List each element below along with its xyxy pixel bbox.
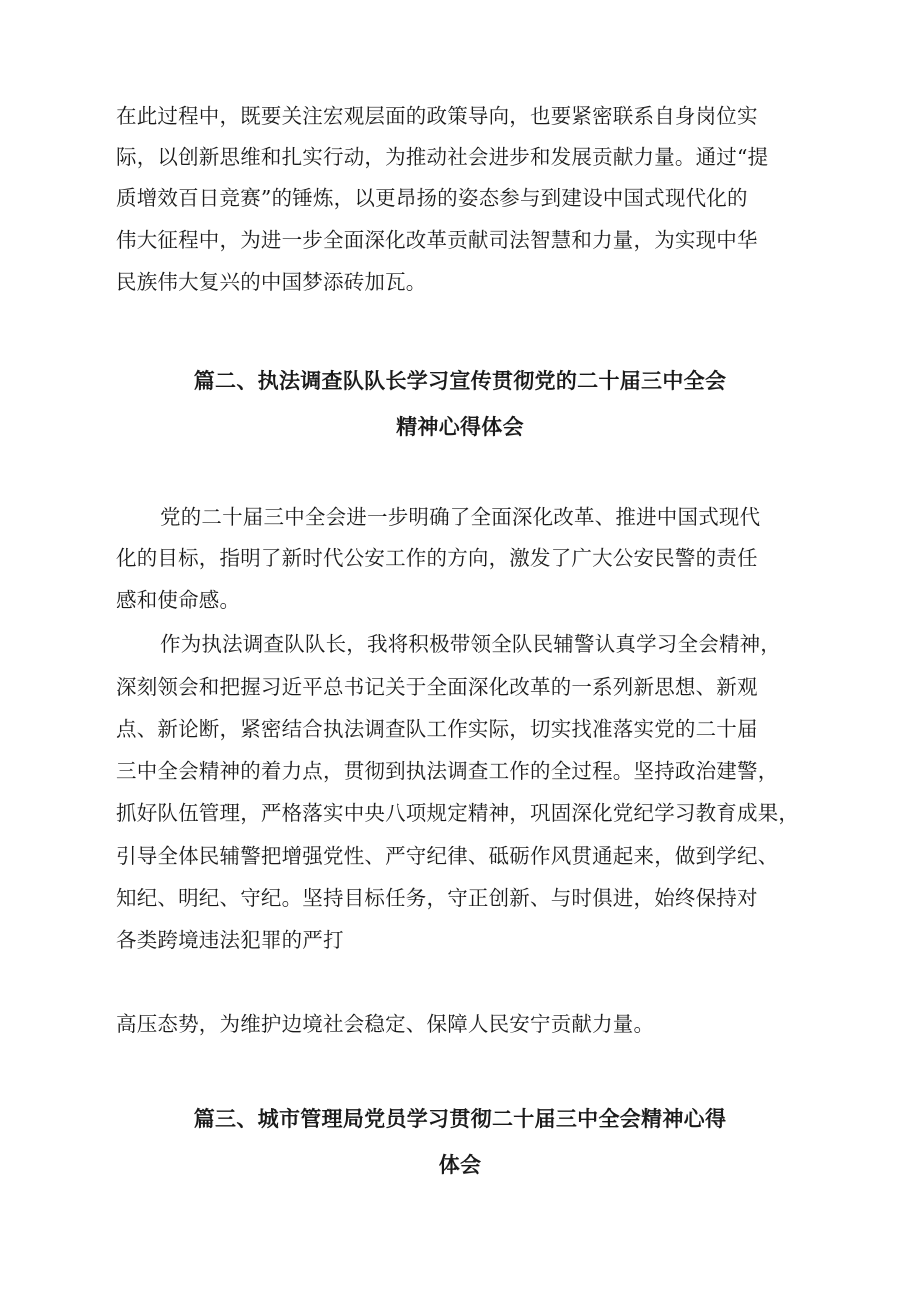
body-text-line: 伟大征程中，为进一步全面深化改革贡献司法智慧和力量，为实现中华: [116, 228, 758, 252]
body-text-line: 抓好队伍管理，严格落实中央八项规定精神，巩固深化党纪学习教育成果，: [116, 801, 800, 825]
body-text-line: 质增效百日竞赛”的锤炼，以更昂扬的姿态参与到建设中国式现代化的: [116, 186, 748, 210]
body-text-line: 感和使命感。: [116, 588, 241, 612]
body-text-line: 民族伟大复兴的中国梦添砖加瓦。: [116, 270, 427, 294]
section-heading: 精神心得体会: [396, 415, 524, 439]
section-heading: 体会: [438, 1153, 482, 1177]
body-text-line: 作为执法调查队队长，我将积极带领全队民辅警认真学习全会精神，: [160, 632, 781, 656]
body-text-line: 高压态势，为维护边境社会稳定、保障人民安宁贡献力量。: [116, 1012, 655, 1036]
body-text-line: 点、新论断，紧密结合执法调查队工作实际，切实找准落实党的二十届: [116, 717, 758, 741]
body-text-line: 党的二十届三中全会进一步明确了全面深化改革、推进中国式现代: [160, 505, 761, 529]
body-text-line: 际，以创新思维和扎实行动，为推动社会进步和发展贡献力量。通过“提: [116, 145, 769, 169]
body-text-line: 知纪、明纪、守纪。坚持目标任务，守正创新、与时俱进，始终保持对: [116, 886, 758, 910]
body-text-line: 化的目标，指明了新时代公安工作的方向，激发了广大公安民警的责任: [116, 546, 758, 570]
body-text-line: 三中全会精神的着力点，贯彻到执法调查工作的全过程。坚持政治建警，: [116, 759, 779, 783]
section-heading: 篇三、城市管理局党员学习贯彻二十届三中全会精神心得: [193, 1107, 727, 1131]
body-text-line: 引导全体民辅警把增强党性、严守纪律、砥砺作风贯通起来，做到学纪、: [116, 844, 779, 868]
body-text-line: 深刻领会和把握习近平总书记关于全面深化改革的一系列新思想、新观: [116, 675, 758, 699]
body-text-line: 在此过程中，既要关注宏观层面的政策导向，也要紧密联系自身岗位实: [116, 104, 758, 128]
section-heading: 篇二、执法调查队队长学习宣传贯彻党的二十届三中全会: [193, 369, 727, 393]
body-text-line: 各类跨境违法犯罪的严打: [116, 928, 344, 952]
